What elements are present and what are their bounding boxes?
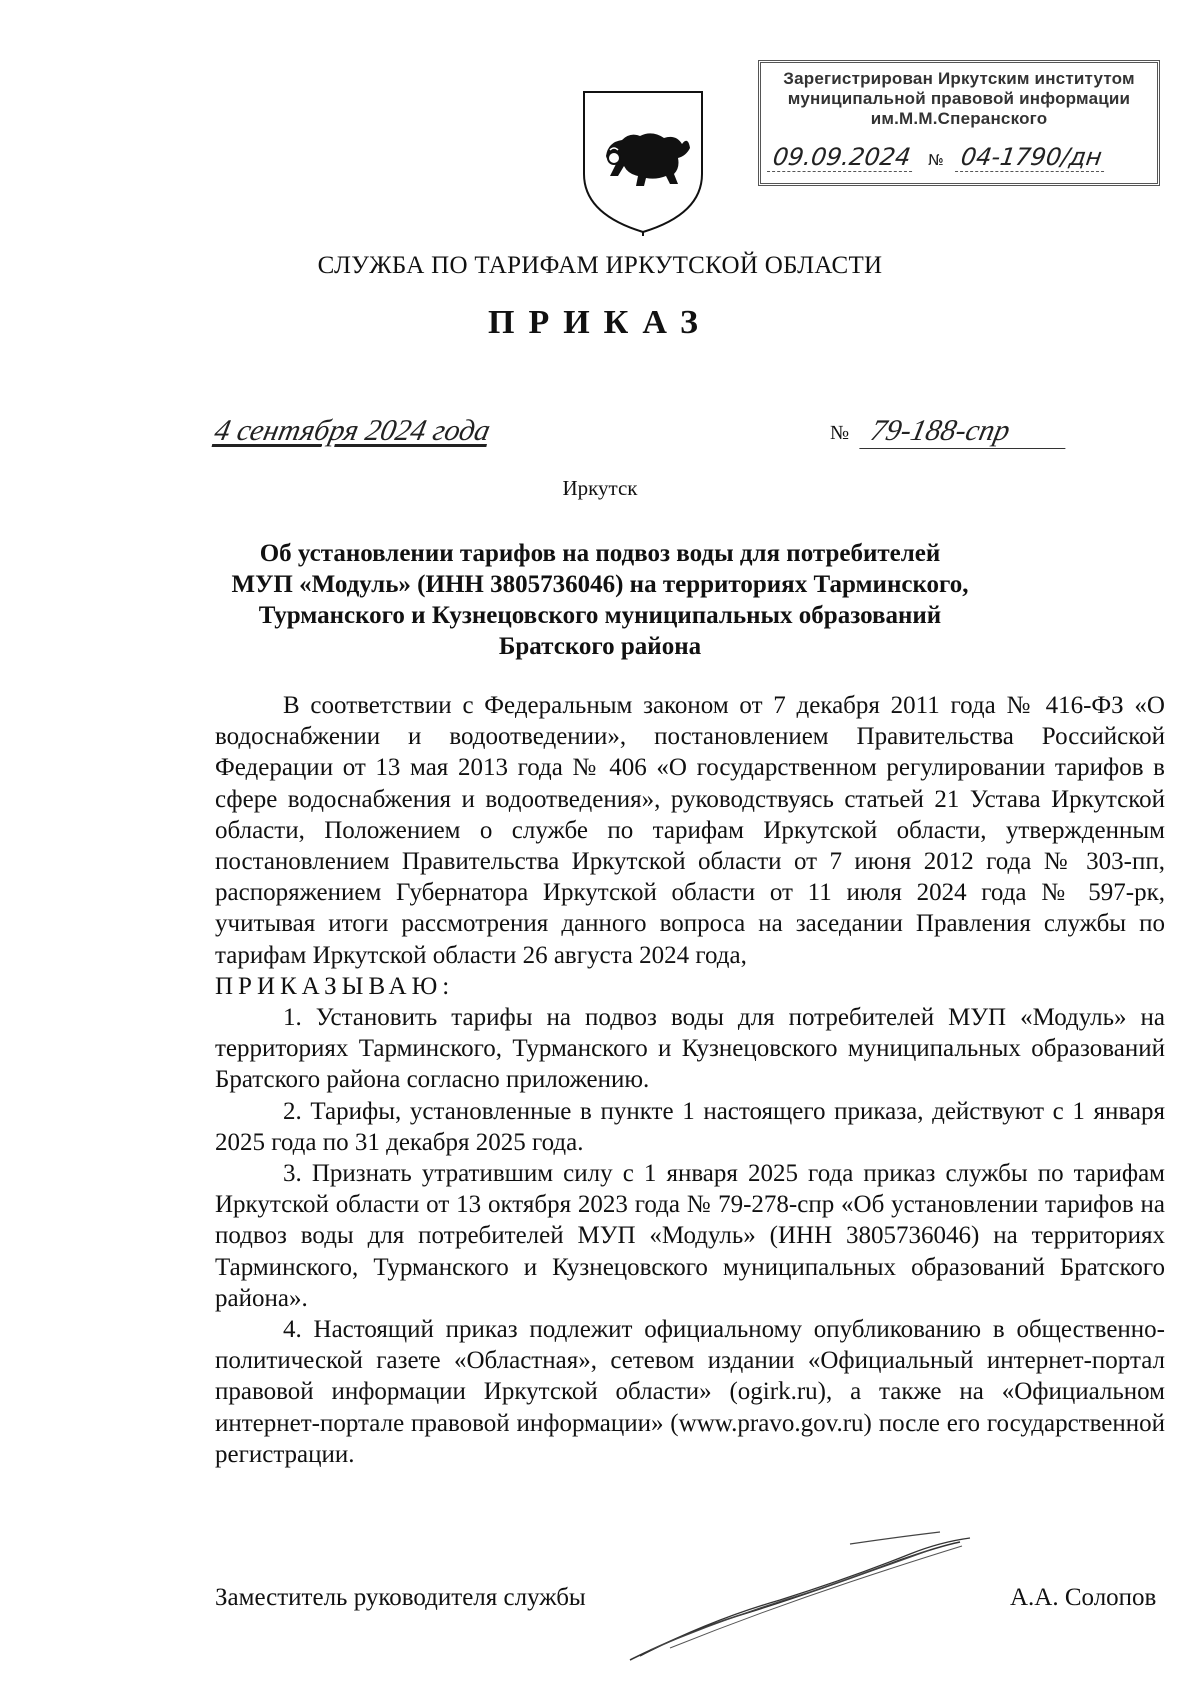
registration-stamp: [758, 60, 1160, 186]
document-body: [215, 690, 1165, 1470]
stamp-line-3: им.М.М.Сперанского: [870, 109, 1048, 128]
signatory-name: А.А. Солопов: [1010, 1584, 1157, 1611]
stamp-line-2: муниципальной правовой информации: [787, 89, 1131, 108]
title-line: Об установлении тарифов на подвоз воды для потребителей: [259, 540, 941, 567]
signatory-role: Заместитель руководителя службы: [215, 1584, 586, 1611]
city: Иркутск: [562, 476, 638, 500]
coat-of-arms-icon: [578, 86, 708, 236]
stamp-number-sign: №: [928, 151, 944, 169]
title-line: Братского района: [498, 633, 702, 660]
title-line: Турманского и Кузнецовского муниципальных образований: [258, 602, 942, 629]
preamble-paragraph: В соответствии с Федеральным законом от 7 декабря 2011 года № 416-ФЗ «О водоснабжении и водоотведении», постановлением Правительства Российской Федерации от 13 мая 2013 года № 406 «О государственном регулировании тарифов в сфере водоснабжения и водоотведения», руководствуясь статьей 21 Устава Иркутской области, Положением о службе по тарифам Иркутской области, утвержденным постановлением Правительства Иркутской области от 7 июня 2012 года № 303-пп, распоряжением Губернатора Иркутской области от 11 июля 2024 года № 597-рк, учитывая итоги рассмотрения данного вопроса на заседании Правления службы по тарифам Иркутской области 26 августа 2024 года,: [215, 692, 1165, 969]
order-item: 3. Признать утратившим силу с 1 января 2025 года приказ службы по тарифам Иркутской области от 13 октября 2023 года № 79-278-спр «Об установлении тарифов на подвоз воды для потребителей МУП «Модуль» (ИНН 3805736046) на территориях Тарминского, Турманского и Кузнецовского муниципальных образований Братского района».: [215, 1160, 1165, 1312]
document-title: [0, 538, 1200, 662]
document-type: ПРИКАЗ: [488, 304, 712, 341]
order-item: 1. Установить тарифы на подвоз воды для потребителей МУП «Модуль» на территориях Тарминского, Турманского и Кузнецовского муниципальных образований Братского района согласно приложению.: [215, 1004, 1165, 1094]
title-line: МУП «Модуль» (ИНН 3805736046) на территориях Тарминского,: [231, 571, 969, 598]
order-number: 79-188-спр: [859, 414, 1072, 449]
order-item: 2. Тарифы, установленные в пункте 1 настоящего приказа, действуют с 1 января 2025 года по 31 декабря 2025 года.: [215, 1097, 1165, 1156]
order-word: ПРИКАЗЫВАЮ:: [215, 972, 455, 1000]
handwritten-signature: [610, 1520, 990, 1670]
agency-name: СЛУЖБА ПО ТАРИФАМ ИРКУТСКОЙ ОБЛАСТИ: [317, 252, 883, 279]
stamp-registration: [769, 143, 1106, 172]
stamp-line-1: Зарегистрирован Иркутским институтом: [783, 69, 1135, 88]
order-date: 4 сентября 2024 года: [211, 414, 494, 447]
order-number-sign: №: [830, 421, 850, 444]
order-item: 4. Настоящий приказ подлежит официальному опубликованию в общественно-политической газете «Областная», сетевом издании «Официальный интернет-портал правовой информации Иркутской области» (ogirk.ru), а также на «Официальном интернет-портале правовой информации» (www.pravo.gov.ru) после его государственной регистрации.: [215, 1316, 1165, 1468]
stamp-number: 04-1790/дн: [955, 143, 1108, 172]
stamp-date: 09.09.2024: [767, 143, 916, 172]
order-number-area: [830, 414, 1069, 449]
